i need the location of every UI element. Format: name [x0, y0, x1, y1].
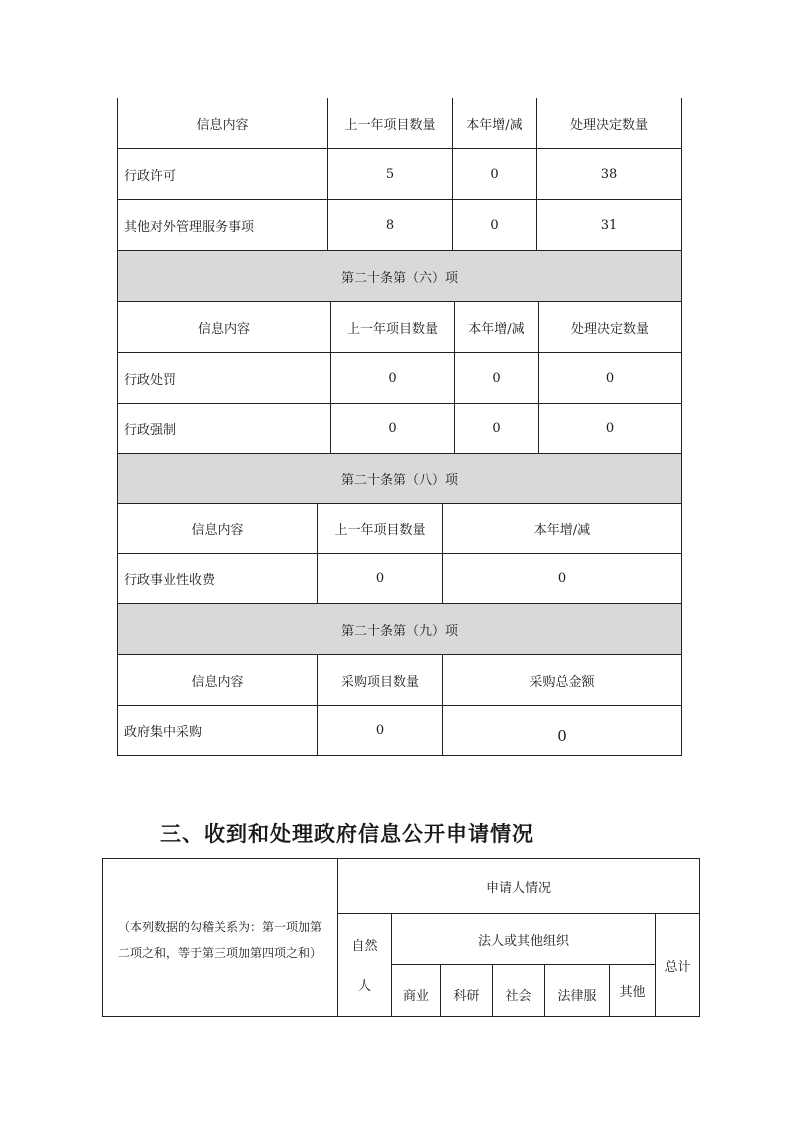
row-value: 0	[388, 370, 397, 386]
row-value: 0	[605, 421, 615, 436]
row-value: 0	[490, 217, 499, 233]
row-value: 38	[600, 166, 618, 182]
header-prev-year-count: 上一年项目数量	[334, 523, 426, 538]
row-label: 政府集中采购	[124, 725, 203, 740]
note-line-1: （本列数据的勾稽关系为：第一项加第	[117, 919, 322, 934]
subcategory-legal-service: 法律服	[557, 988, 597, 1004]
row-label: 行政许可	[124, 168, 177, 184]
row-value: 8	[385, 217, 395, 233]
section-title: 第二十条第（六）项	[340, 270, 458, 286]
row-label: 行政事业性收费	[124, 573, 216, 588]
row-value: 0	[557, 726, 567, 745]
header-decision-count: 处理决定数量	[569, 117, 648, 133]
row-value: 31	[600, 217, 618, 233]
section-heading: 三、收到和处理政府信息公开申请情况	[160, 822, 534, 846]
total-header: 总计	[664, 959, 691, 975]
header-info-content: 信息内容	[196, 117, 249, 133]
natural-person-label: 自然	[351, 938, 378, 954]
header-procurement-count: 采购项目数量	[340, 674, 419, 690]
row-label: 行政强制	[124, 423, 177, 438]
row-value: 5	[385, 166, 395, 182]
header-prev-year-count: 上一年项目数量	[344, 117, 436, 133]
row-value: 0	[492, 370, 501, 386]
header-change: 本年增/减	[466, 117, 523, 133]
header-change: 本年增/减	[533, 523, 591, 538]
row-value: 0	[375, 571, 385, 586]
row-label: 行政处罚	[124, 372, 177, 388]
subcategory-social: 社会	[505, 988, 532, 1004]
applicant-header: 申请人情况	[485, 880, 551, 896]
natural-person-label-cont: 人	[357, 978, 371, 994]
subcategory-research: 科研	[453, 988, 480, 1004]
row-value: 0	[375, 723, 385, 738]
section-title: 第二十条第（八）项	[340, 473, 458, 488]
legal-person-header: 法人或其他组织	[477, 933, 569, 949]
header-info-content: 信息内容	[197, 321, 250, 337]
row-value: 0	[605, 370, 615, 386]
subcategory-other: 其他	[619, 984, 646, 1000]
row-label: 其他对外管理服务事项	[124, 219, 255, 235]
header-decision-count: 处理决定数量	[570, 321, 649, 337]
header-procurement-amount: 采购总金额	[529, 674, 595, 690]
row-value: 0	[388, 421, 397, 436]
note-line-2: 二项之和，等于第三项加第四项之和）	[117, 945, 322, 960]
header-info-content: 信息内容	[191, 674, 244, 690]
header-change: 本年增/减	[468, 321, 525, 337]
header-info-content: 信息内容	[191, 523, 244, 538]
subcategory-business: 商业	[402, 988, 429, 1004]
row-value: 0	[490, 166, 499, 182]
row-value: 0	[492, 421, 501, 436]
section-title: 第二十条第（九）项	[340, 623, 458, 639]
row-value: 0	[557, 571, 567, 586]
header-prev-year-count: 上一年项目数量	[346, 321, 438, 337]
